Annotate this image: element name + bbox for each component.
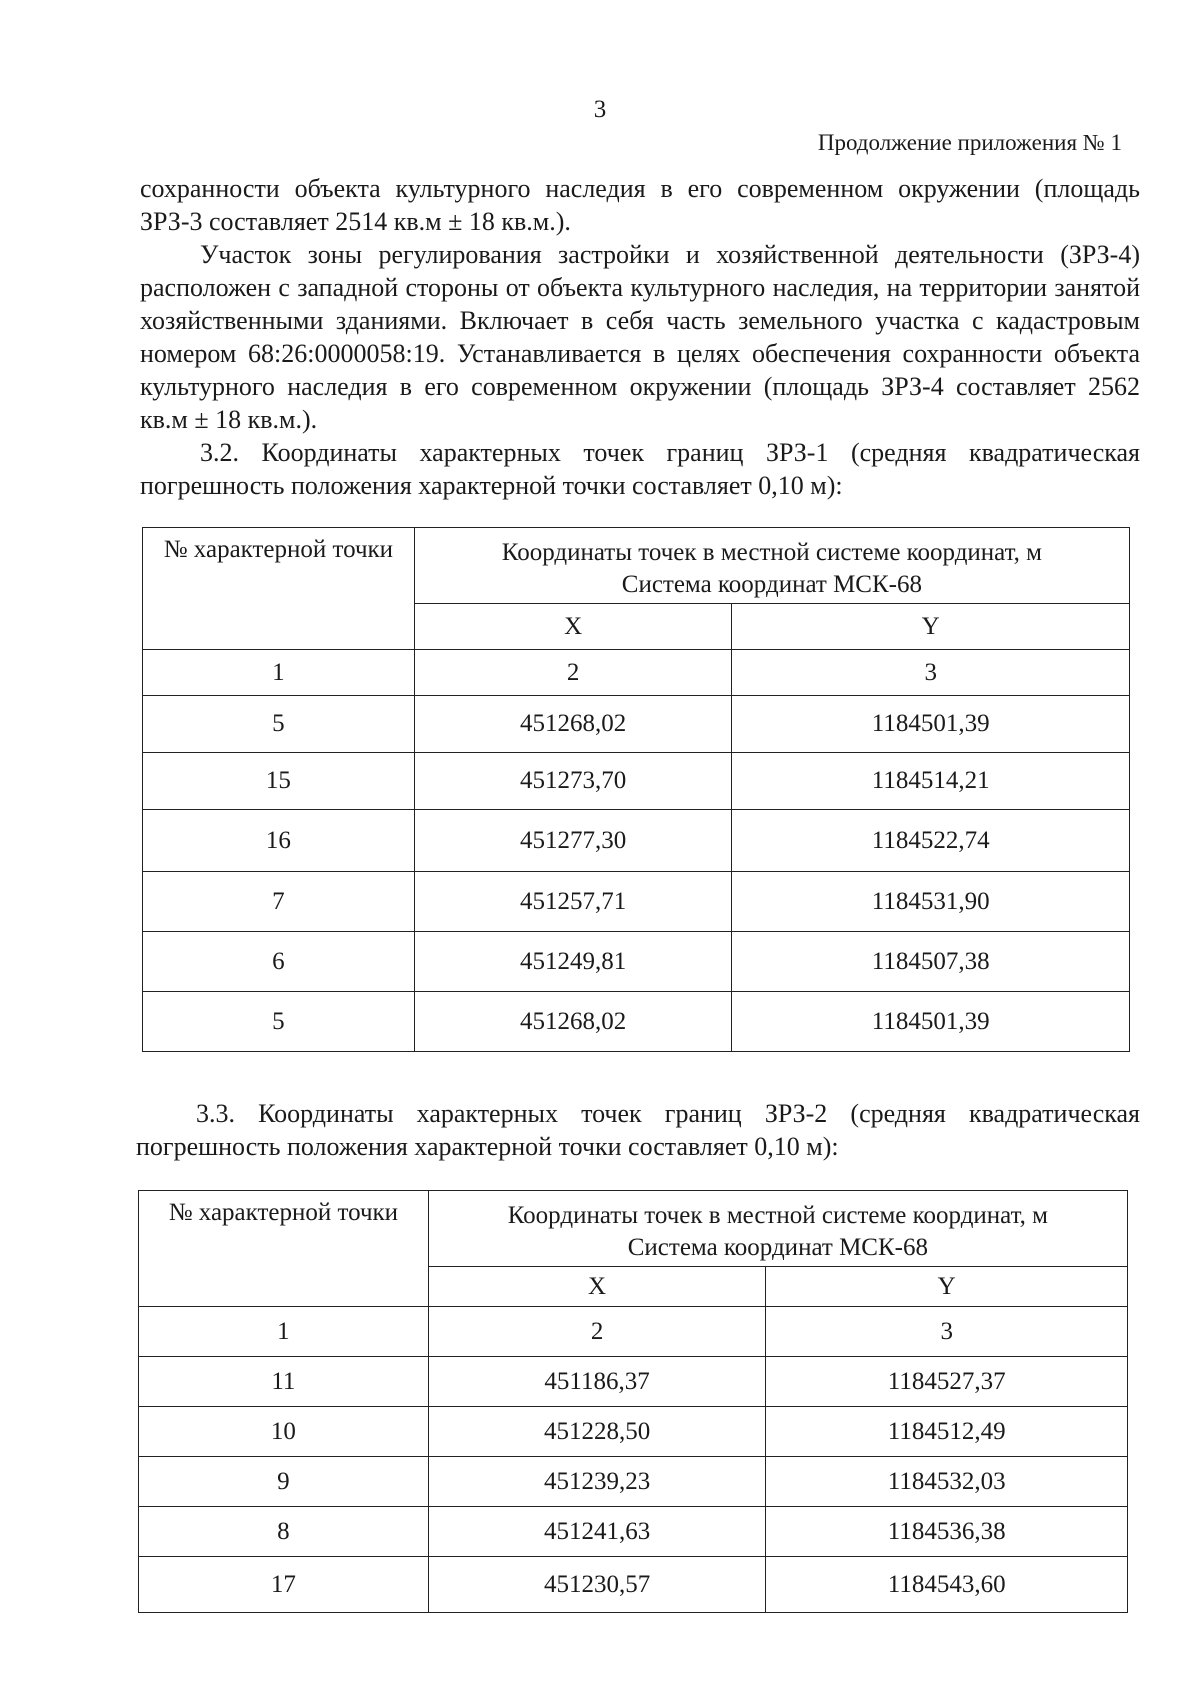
x-value: 451241,63 (428, 1507, 766, 1557)
table-row (139, 1457, 1128, 1507)
y-value: 1184531,90 (732, 872, 1130, 932)
point-column-header: № характерной точки (143, 528, 415, 650)
table-row (139, 1357, 1128, 1407)
point-number: 11 (139, 1357, 429, 1407)
y-value: 1184532,03 (766, 1457, 1128, 1507)
page-number: 3 (593, 96, 607, 123)
y-column-header: Y (766, 1267, 1128, 1307)
point-number: 10 (139, 1407, 429, 1457)
x-value: 451277,30 (414, 810, 732, 872)
section-3-3-heading (136, 1097, 1140, 1163)
coords-header-line2: Система координат МСК-68 (621, 570, 922, 598)
point-number: 5 (143, 992, 415, 1052)
point-number: 5 (143, 696, 415, 753)
y-value: 1184543,60 (766, 1557, 1128, 1613)
y-value: 1184514,21 (732, 753, 1130, 810)
x-value: 451273,70 (414, 753, 732, 810)
table-row (143, 932, 1130, 992)
coords-header-line1: Координаты точек в местной системе координат, м (507, 1201, 1048, 1229)
point-number: 7 (143, 872, 415, 932)
x-value: 451230,57 (428, 1557, 766, 1613)
x-value: 451249,81 (414, 932, 732, 992)
table-row (143, 810, 1130, 872)
y-value: 1184507,38 (732, 932, 1130, 992)
coords-header-line1: Координаты точек в местной системе координат, м (501, 538, 1042, 566)
point-column-header: № характерной точки (139, 1191, 429, 1307)
paragraph-text: сохранности объекта культурного наследия в его современном окружении (площадь ЗРЗ-3 составляет 2514 кв.м ± 18 кв.м.). (140, 174, 1140, 236)
x-value: 451257,71 (414, 872, 732, 932)
section-3-2-heading (140, 436, 1140, 502)
coords-column-header (428, 1191, 1127, 1267)
x-value: 451239,23 (428, 1457, 766, 1507)
point-number: 16 (143, 810, 415, 872)
x-value: 451228,50 (428, 1407, 766, 1457)
table-row (139, 1557, 1128, 1613)
table-row (139, 1507, 1128, 1557)
column-number: 3 (766, 1307, 1128, 1357)
coordinates-table-zrz2 (138, 1190, 1128, 1613)
paragraph-text: 3.3. Координаты характерных точек границ ЗРЗ-2 (средняя квадратическая погрешность положения характерной точки составляет 0,10 м): (136, 1099, 1140, 1161)
coords-column-header (414, 528, 1129, 604)
column-number: 1 (143, 650, 415, 696)
y-column-header: Y (732, 604, 1130, 650)
y-value: 1184512,49 (766, 1407, 1128, 1457)
point-number: 15 (143, 753, 415, 810)
x-column-header: X (428, 1267, 766, 1307)
column-number: 2 (414, 650, 732, 696)
paragraph-zrz4 (140, 238, 1140, 436)
point-number: 6 (143, 932, 415, 992)
x-column-header: X (414, 604, 732, 650)
y-value: 1184522,74 (732, 810, 1130, 872)
y-value: 1184501,39 (732, 992, 1130, 1052)
paragraph-text: Участок зоны регулирования застройки и хозяйственной деятельности (ЗРЗ-4) расположен с западной стороны от объекта культурного наследия, на территории занятой хозяйственными зданиями. Включает в себя часть земельного участка с кадастровым номером 68:26:0000058:19. Устанавливается в целях обеспечения сохранности объекта культурного наследия в его современном окружении (площадь ЗРЗ-4 составляет 2562 кв.м ± 18 кв.м.). (140, 240, 1140, 434)
table-row (143, 753, 1130, 810)
point-number: 8 (139, 1507, 429, 1557)
y-value: 1184536,38 (766, 1507, 1128, 1557)
coords-header-line2: Система координат МСК-68 (627, 1233, 928, 1261)
column-number: 3 (732, 650, 1130, 696)
table-row (139, 1407, 1128, 1457)
y-value: 1184501,39 (732, 696, 1130, 753)
appendix-note: Продолжение приложения № 1 (817, 130, 1122, 155)
x-value: 451186,37 (428, 1357, 766, 1407)
table-row (143, 872, 1130, 932)
x-value: 451268,02 (414, 696, 732, 753)
point-number: 17 (139, 1557, 429, 1613)
column-number: 2 (428, 1307, 766, 1357)
table-row (143, 696, 1130, 753)
paragraph-continuation (140, 172, 1140, 238)
coordinates-table-zrz1 (142, 527, 1130, 1052)
table-row (143, 992, 1130, 1052)
column-number: 1 (139, 1307, 429, 1357)
x-value: 451268,02 (414, 992, 732, 1052)
y-value: 1184527,37 (766, 1357, 1128, 1407)
paragraph-text: 3.2. Координаты характерных точек границ ЗРЗ-1 (средняя квадратическая погрешность положения характерной точки составляет 0,10 м): (140, 438, 1140, 500)
point-number: 9 (139, 1457, 429, 1507)
